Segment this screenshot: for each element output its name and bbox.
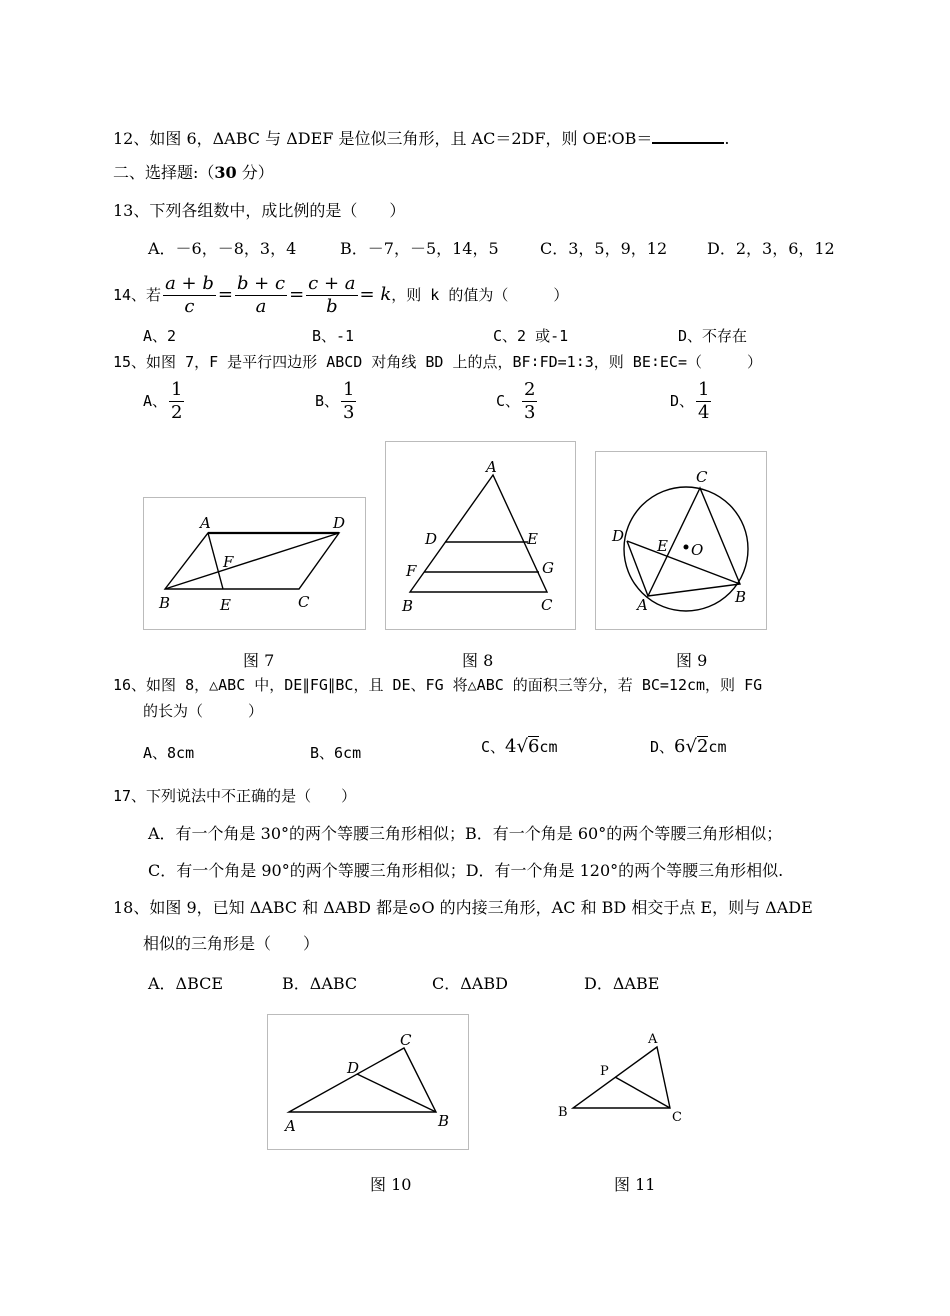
q15-option-d[interactable] — [670, 376, 713, 426]
option-a-num: 1 — [171, 378, 183, 400]
equals-k: = k — [359, 284, 392, 305]
label-E: E — [220, 596, 231, 614]
figure-11-caption: 图 11 — [614, 1175, 656, 1194]
label-O: O — [691, 541, 704, 559]
label-E: E — [657, 537, 668, 555]
label-C: C — [400, 1031, 412, 1049]
q14-option-c[interactable]: C、2 或-1 — [493, 327, 569, 345]
figure-8-diagram — [385, 441, 576, 630]
question-16-line2: 的长为（ ） — [143, 702, 264, 720]
label-E: E — [527, 530, 538, 548]
question-15: 15、如图 7，F 是平行四边形 ABCD 对角线 BD 上的点，BF∶FD=1∶3，则 BE∶EC=（ ） — [113, 353, 762, 371]
figure-10-caption: 图 10 — [370, 1175, 412, 1194]
label-F: F — [406, 562, 417, 580]
figure-9-diagram — [595, 451, 767, 630]
equals-2: = — [289, 284, 305, 305]
label-C: C — [672, 1110, 682, 1125]
option-c-unit: cm — [539, 737, 558, 756]
fraction-3-den: b — [326, 295, 338, 317]
fraction-2-den: a — [255, 295, 267, 317]
option-d-radicand: 2 — [696, 736, 709, 757]
question-14 — [113, 272, 568, 318]
q15-option-c[interactable] — [496, 376, 539, 426]
q18-option-d[interactable]: D．ΔABE — [584, 974, 660, 993]
label-C: C — [541, 596, 553, 614]
q12-text: 12、如图 6，ΔABC 与 ΔDEF 是位似三角形，且 AC＝2DF，则 OE∶OB＝ — [113, 129, 653, 148]
figure-10-diagram — [267, 1014, 469, 1150]
q15-option-a[interactable] — [143, 376, 186, 426]
section-prefix: 二、选择题:（ — [113, 163, 215, 182]
section-heading — [113, 163, 274, 183]
fraction-2 — [235, 273, 287, 318]
figure-9 — [595, 451, 767, 630]
q14-prefix: 14、若 — [113, 286, 162, 304]
q13-option-d[interactable]: D．2，3，6，12 — [707, 239, 835, 258]
label-P: P — [600, 1064, 609, 1079]
q14-option-a[interactable]: A、2 — [143, 327, 177, 345]
label-B: B — [558, 1105, 568, 1120]
figure-11 — [555, 1025, 695, 1130]
q13-option-c[interactable]: C．3，5，9，12 — [540, 239, 668, 258]
figure-7-diagram — [143, 497, 366, 630]
label-B: B — [402, 597, 414, 615]
q15-option-b[interactable] — [315, 376, 358, 426]
label-B: B — [159, 594, 171, 612]
fraction-3-num: c + a — [308, 272, 356, 294]
question-16-line1: 16、如图 8，△ABC 中，DE∥FG∥BC，且 DE、FG 将△ABC 的面积三等分，若 BC=12cm，则 FG — [113, 676, 763, 694]
q16-option-a[interactable]: A、8cm — [143, 744, 195, 762]
q14-suffix: ，则 k 的值为（ ） — [391, 286, 569, 304]
label-A: A — [200, 514, 211, 532]
q18-option-a[interactable]: A．ΔBCE — [148, 974, 224, 993]
figure-9-caption: 图 9 — [676, 651, 708, 670]
label-A: A — [637, 596, 648, 614]
figure-8-caption: 图 8 — [462, 651, 494, 670]
label-A: A — [285, 1117, 296, 1135]
option-b-fraction — [341, 379, 356, 424]
option-d-fraction — [696, 379, 711, 424]
q13-option-a[interactable]: A．－6，－8，3，4 — [148, 239, 297, 258]
section-suffix: 分） — [236, 163, 274, 182]
option-b-num: 1 — [343, 378, 355, 400]
question-12 — [113, 128, 729, 149]
label-C: C — [298, 593, 310, 611]
option-c-num: 2 — [524, 378, 536, 400]
section-score: 30 — [214, 163, 237, 182]
center-point — [684, 545, 689, 550]
question-13: 13、下列各组数中，成比例的是（ ） — [113, 201, 406, 220]
option-d-label: D、 — [670, 392, 695, 410]
radical-sign: √ — [516, 735, 528, 757]
label-A: A — [648, 1032, 658, 1047]
equals-1: = — [217, 284, 233, 305]
option-d-unit: cm — [708, 737, 727, 756]
option-b-den: 3 — [343, 401, 355, 423]
label-F: F — [223, 553, 234, 571]
q16-option-b[interactable]: B、6cm — [310, 744, 362, 762]
radical-sign: √ — [685, 735, 697, 757]
q14-option-b[interactable]: B、-1 — [312, 327, 355, 345]
option-a-fraction — [169, 379, 184, 424]
label-D: D — [347, 1059, 360, 1077]
figure-7 — [143, 497, 366, 630]
label-B: B — [735, 588, 747, 606]
q16-option-d[interactable] — [650, 736, 726, 757]
option-c-label: C、 — [496, 392, 521, 410]
option-c-coef: 4 — [505, 735, 517, 757]
figure-7-caption: 图 7 — [243, 651, 275, 670]
option-c-label: C、 — [481, 737, 506, 756]
q14-option-d[interactable]: D、不存在 — [678, 327, 748, 345]
q12-period: . — [724, 129, 730, 148]
fraction-1 — [163, 273, 216, 318]
option-d-den: 4 — [698, 401, 710, 423]
q18-option-b[interactable]: B．ΔABC — [282, 974, 358, 993]
label-D: D — [333, 514, 346, 532]
option-d-coef: 6 — [674, 735, 686, 757]
answer-blank[interactable] — [652, 128, 724, 144]
option-c-den: 3 — [524, 401, 536, 423]
label-A: A — [486, 458, 497, 476]
q16-option-c[interactable] — [481, 736, 557, 757]
figure-8 — [385, 441, 576, 630]
option-c-radicand: 6 — [527, 736, 540, 757]
figure-10 — [267, 1014, 469, 1150]
option-d-num: 1 — [698, 378, 710, 400]
option-a-label: A、 — [143, 392, 168, 410]
q18-option-c[interactable]: C．ΔABD — [432, 974, 508, 993]
question-17: 17、下列说法中不正确的是（ ） — [113, 787, 357, 805]
option-d-label: D、 — [650, 737, 675, 756]
fraction-1-num: a + b — [165, 272, 214, 294]
fraction-2-num: b + c — [236, 272, 286, 294]
q17-options-ab[interactable]: A．有一个角是 30°的两个等腰三角形相似；B．有一个角是 60°的两个等腰三角形相似； — [148, 824, 783, 843]
option-a-den: 2 — [171, 401, 183, 423]
label-B: B — [438, 1112, 450, 1130]
label-D: D — [425, 530, 438, 548]
question-18-line1: 18、如图 9，已知 ΔABC 和 ΔABD 都是⊙O 的内接三角形，AC 和 BD 相交于点 E，则与 ΔADE — [113, 898, 813, 917]
figure-11-diagram — [555, 1025, 695, 1130]
option-c-fraction — [522, 379, 537, 424]
q17-options-cd[interactable]: C．有一个角是 90°的两个等腰三角形相似；D．有一个角是 120°的两个等腰三角形相似. — [148, 861, 784, 880]
fraction-1-den: c — [184, 295, 195, 317]
q13-option-b[interactable]: B．－7，－5，14，5 — [340, 239, 499, 258]
label-G: G — [542, 559, 554, 577]
label-C: C — [696, 468, 708, 486]
question-18-line2: 相似的三角形是（ ） — [143, 934, 320, 953]
label-D: D — [612, 527, 625, 545]
fraction-3 — [306, 273, 357, 318]
option-b-label: B、 — [315, 392, 340, 410]
